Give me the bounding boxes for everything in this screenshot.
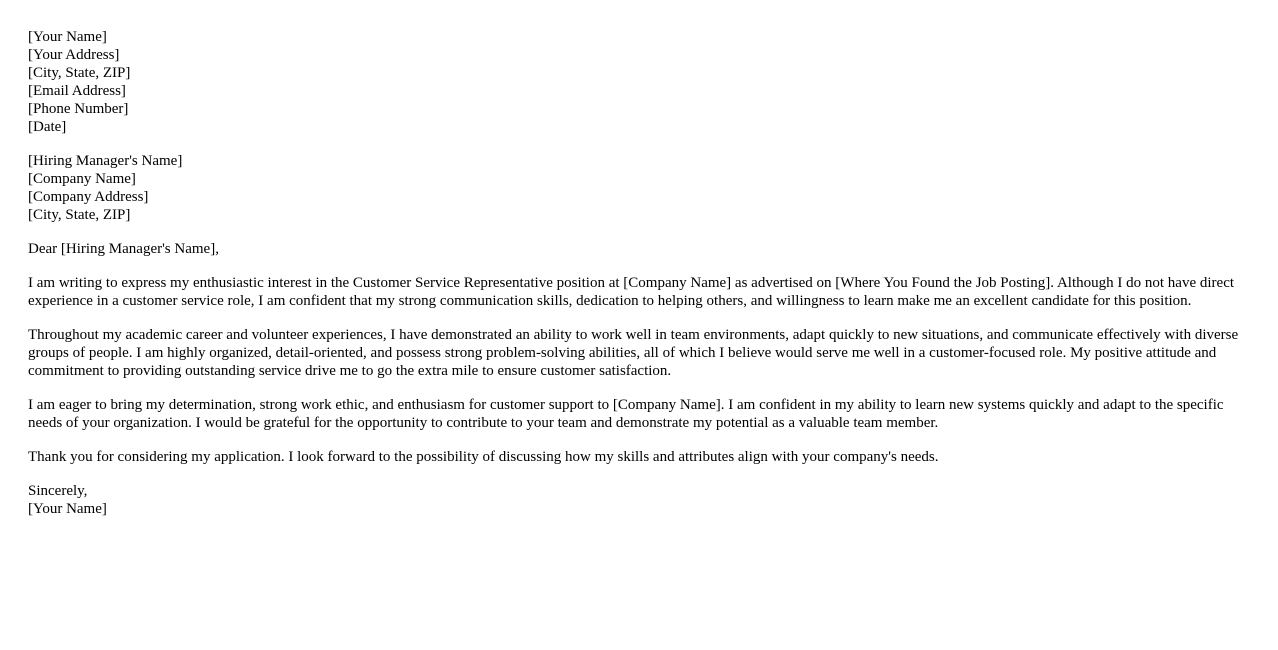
letter-date: [Date] bbox=[28, 119, 67, 135]
body-paragraph-2: Throughout my academic career and volunteer experiences, I have demonstrated an ability to work well in team environments, adapt quickly to new situations, and communicate effectively with diverse groups of people. I am highly organized, detail-oriented, and possess strong problem-solving abilities, all of which I believe would serve me well in a customer-focused role. My positive attitude and commitment to providing outstanding service drive me to go the extra mile to ensure customer satisfaction. bbox=[28, 327, 1239, 379]
sender-city-state-zip: [City, State, ZIP] bbox=[28, 65, 131, 81]
recipient-name: [Hiring Manager's Name] bbox=[28, 153, 183, 169]
body-paragraph-1: I am writing to express my enthusiastic interest in the Customer Service Representative position at [Company Name] as advertised on [Where You Found the Job Posting]. Although I do not have direct experience in a customer service role, I am confident that my strong communication skills, dedication to helping others, and willingness to learn make me an excellent candidate for this position. bbox=[28, 275, 1235, 309]
sender-email: [Email Address] bbox=[28, 83, 126, 99]
recipient-address: [Company Address] bbox=[28, 189, 149, 205]
recipient-city-state-zip: [City, State, ZIP] bbox=[28, 207, 131, 223]
recipient-block bbox=[28, 152, 1256, 224]
closing-block bbox=[28, 482, 1256, 518]
sender-phone: [Phone Number] bbox=[28, 101, 129, 117]
sign-off: Sincerely, bbox=[28, 483, 88, 499]
cover-letter bbox=[28, 28, 1256, 534]
sender-address: [Your Address] bbox=[28, 47, 120, 63]
body-paragraph-4: Thank you for considering my application. I look forward to the possibility of discussing how my skills and attributes align with your company's needs. bbox=[28, 449, 939, 465]
sender-name: [Your Name] bbox=[28, 29, 107, 45]
salutation: Dear [Hiring Manager's Name], bbox=[28, 241, 219, 257]
body-paragraph-3: I am eager to bring my determination, strong work ethic, and enthusiasm for customer support to [Company Name]. I am confident in my ability to learn new systems quickly and adapt to the specific needs of your organization. I would be grateful for the opportunity to contribute to your team and demonstrate my potential as a valuable team member. bbox=[28, 397, 1224, 431]
signature-name: [Your Name] bbox=[28, 501, 107, 517]
recipient-company: [Company Name] bbox=[28, 171, 136, 187]
sender-block bbox=[28, 28, 1256, 136]
